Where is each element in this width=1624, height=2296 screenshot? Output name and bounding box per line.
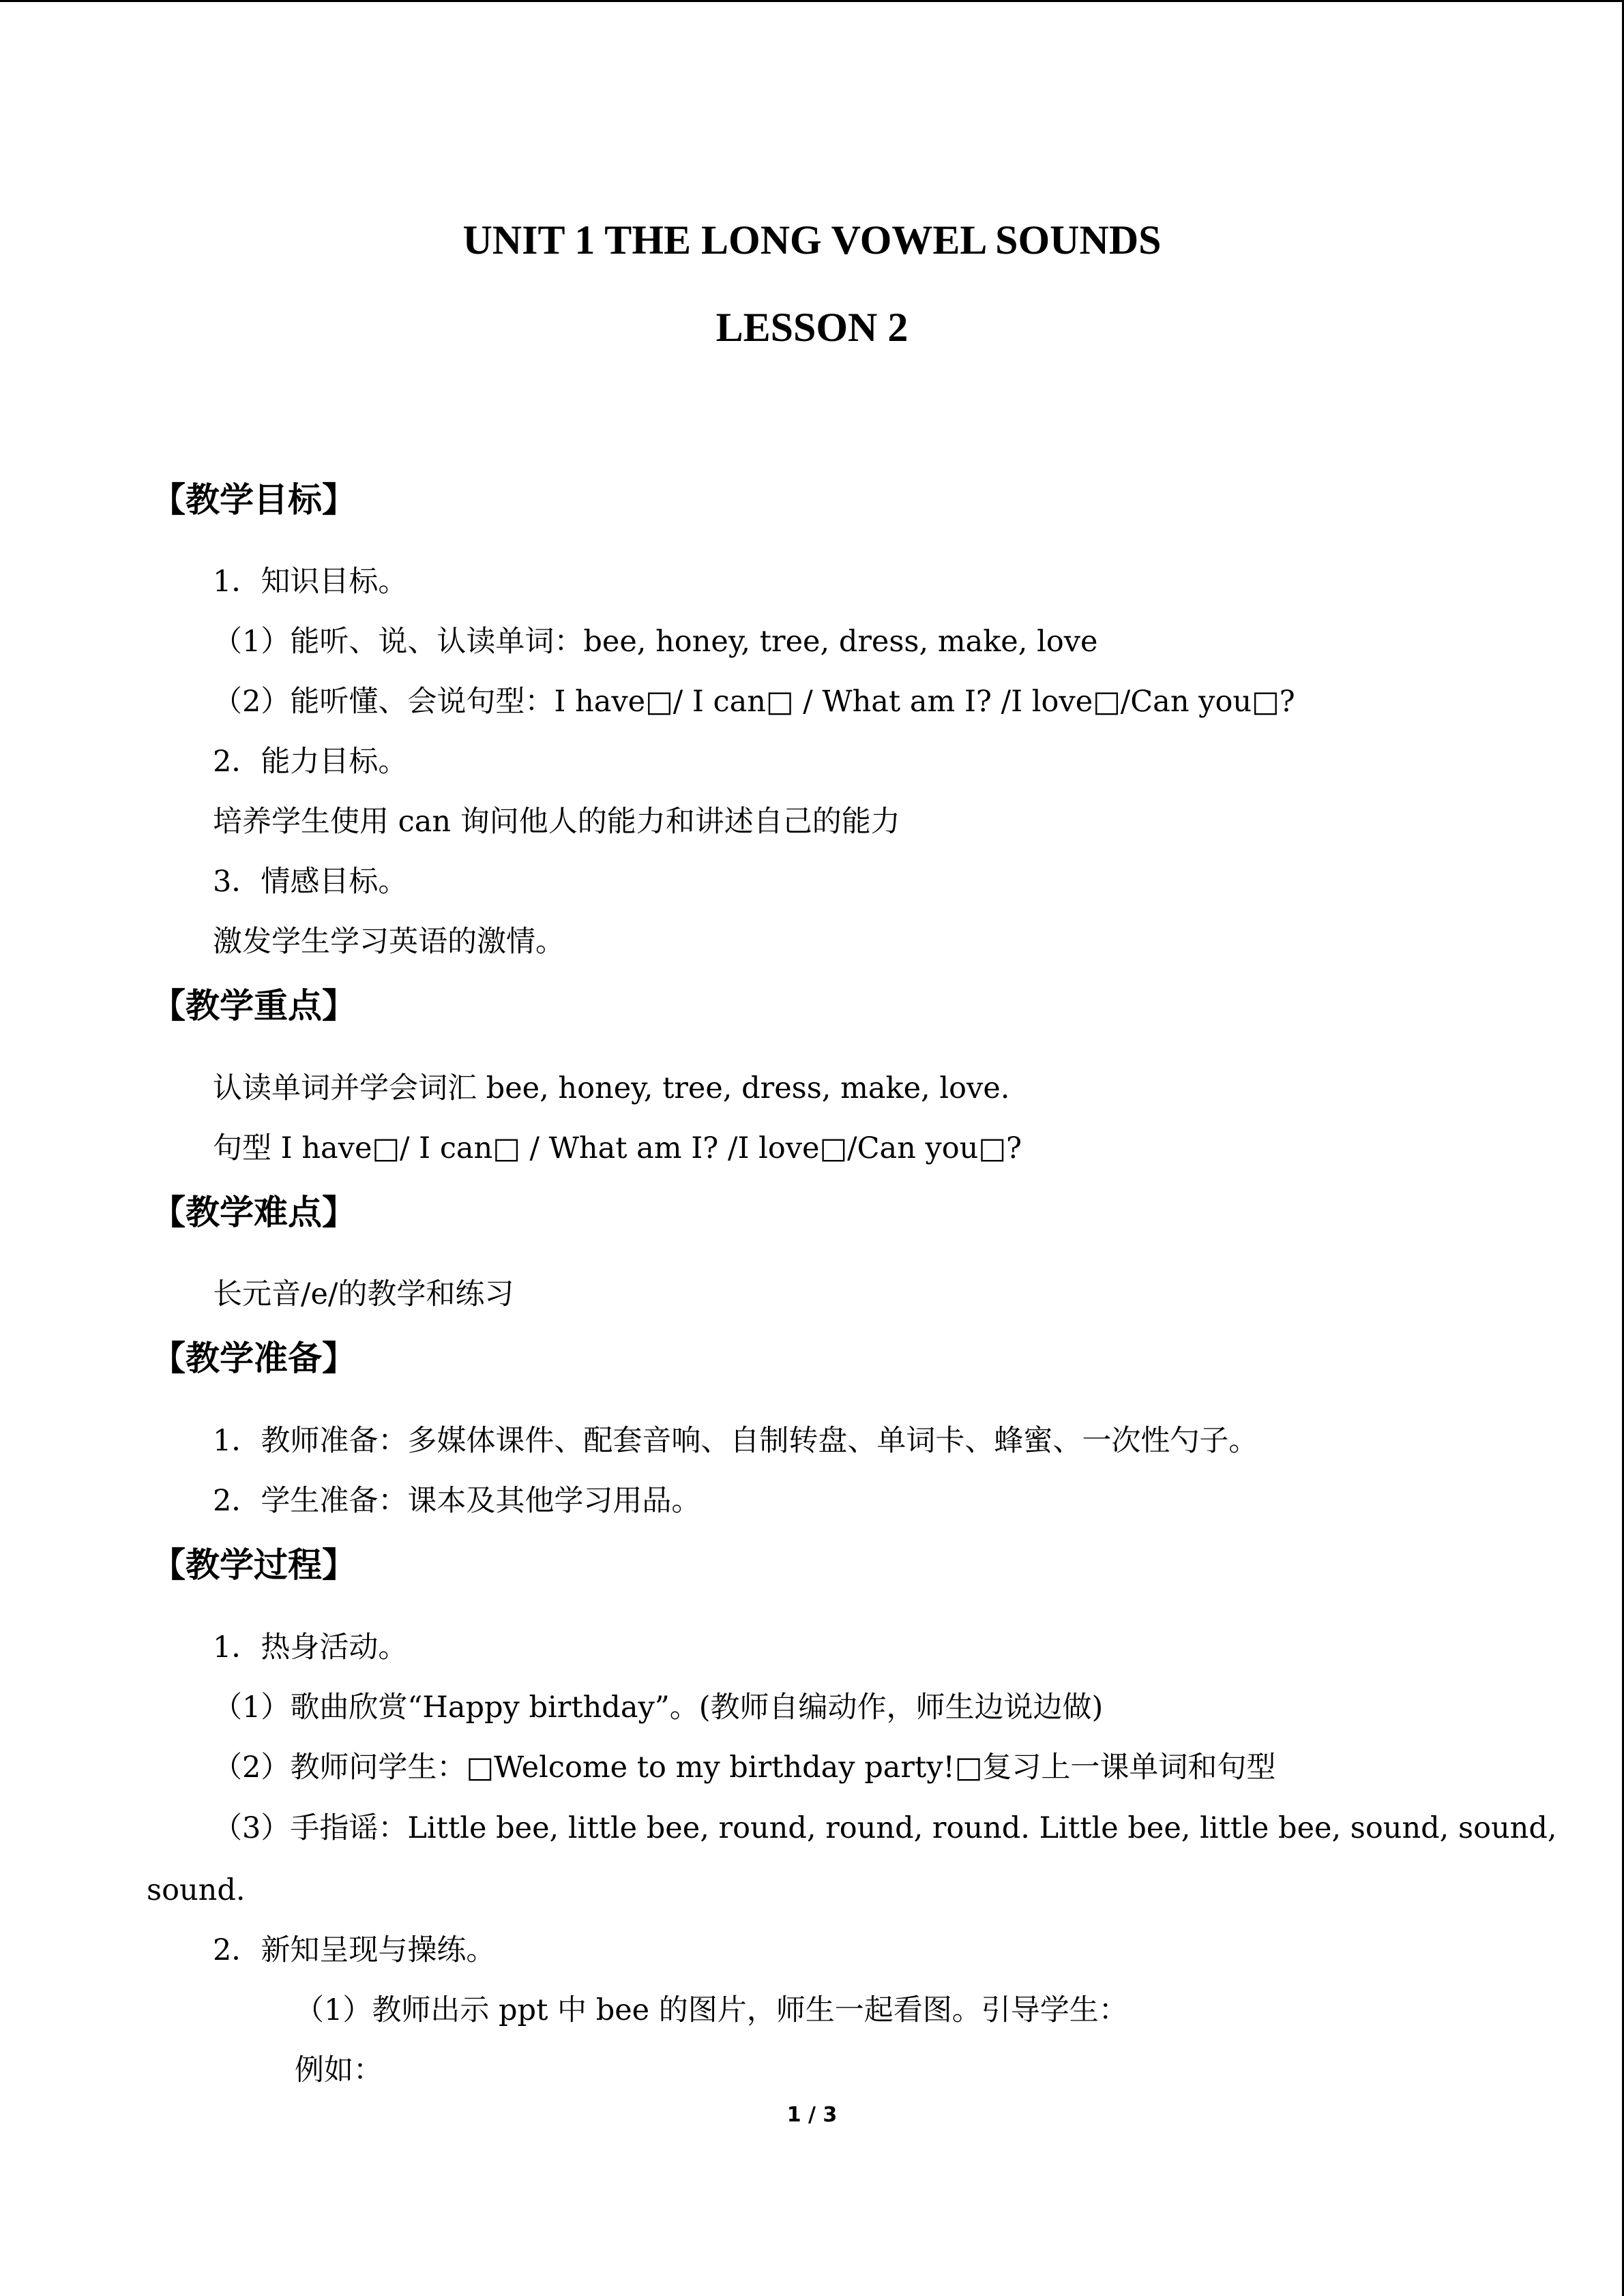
document-title: UNIT 1 THE LONG VOWEL SOUNDS <box>462 218 1162 263</box>
section-heading-difficulties: 【教学难点】 <box>151 1193 356 1232</box>
section-heading-objectives: 【教学目标】 <box>151 480 356 520</box>
section-heading-preparation: 【教学准备】 <box>151 1339 356 1378</box>
process-line: 1．热身活动。 <box>213 1630 408 1665</box>
process-line: 2．新知呈现与操练。 <box>213 1933 496 1967</box>
process-line: （1）歌曲欣赏“Happy birthday”。(教师自编动作，师生边说边做) <box>213 1690 1104 1725</box>
preparation-line: 1．教师准备：多媒体课件、配套音响、自制转盘、单词卡、蜂蜜、一次性勺子。 <box>213 1424 1258 1458</box>
section-heading-process: 【教学过程】 <box>151 1545 356 1585</box>
objective-line: （2）能听懂、会说句型：I have□/ I can□ / What am I? /I love□/Can you□? <box>213 685 1295 719</box>
process-line: （1）教师出示 ppt 中 bee 的图片，师生一起看图。引导学生： <box>295 1993 1128 2027</box>
process-line: 例如： <box>295 2053 383 2087</box>
key-point-line: 认读单词并学会词汇 bee, honey, tree, dress, make, love. <box>213 1071 1010 1105</box>
objective-line: （1）能听、说、认读单词：bee, honey, tree, dress, make, love <box>213 625 1098 659</box>
key-point-line: 句型 I have□/ I can□ / What am I? /I love□/Can you□? <box>213 1131 1022 1165</box>
objective-line: 2．能力目标。 <box>213 745 408 779</box>
process-line: （3）手指谣：Little bee, little bee, round, round, round. Little bee, little bee, sound, sound, <box>213 1811 1557 1845</box>
page-border-top <box>0 0 1624 2</box>
objective-line: 3．情感目标。 <box>213 865 408 899</box>
process-line: （2）教师问学生：□Welcome to my birthday party!□复习上一课单词和句型 <box>213 1750 1276 1785</box>
page-number: 1 / 3 <box>786 2103 838 2127</box>
document-subtitle: LESSON 2 <box>715 305 909 350</box>
section-heading-key-points: 【教学重点】 <box>151 986 356 1026</box>
objective-line: 激发学生学习英语的激情。 <box>213 925 565 959</box>
objective-line: 1．知识目标。 <box>213 565 408 599</box>
process-line: sound. <box>147 1873 246 1907</box>
difficulty-line: 长元音/e/的教学和练习 <box>213 1277 514 1311</box>
preparation-line: 2．学生准备：课本及其他学习用品。 <box>213 1484 701 1518</box>
objective-line: 培养学生使用 can 询问他人的能力和讲述自己的能力 <box>213 805 900 839</box>
